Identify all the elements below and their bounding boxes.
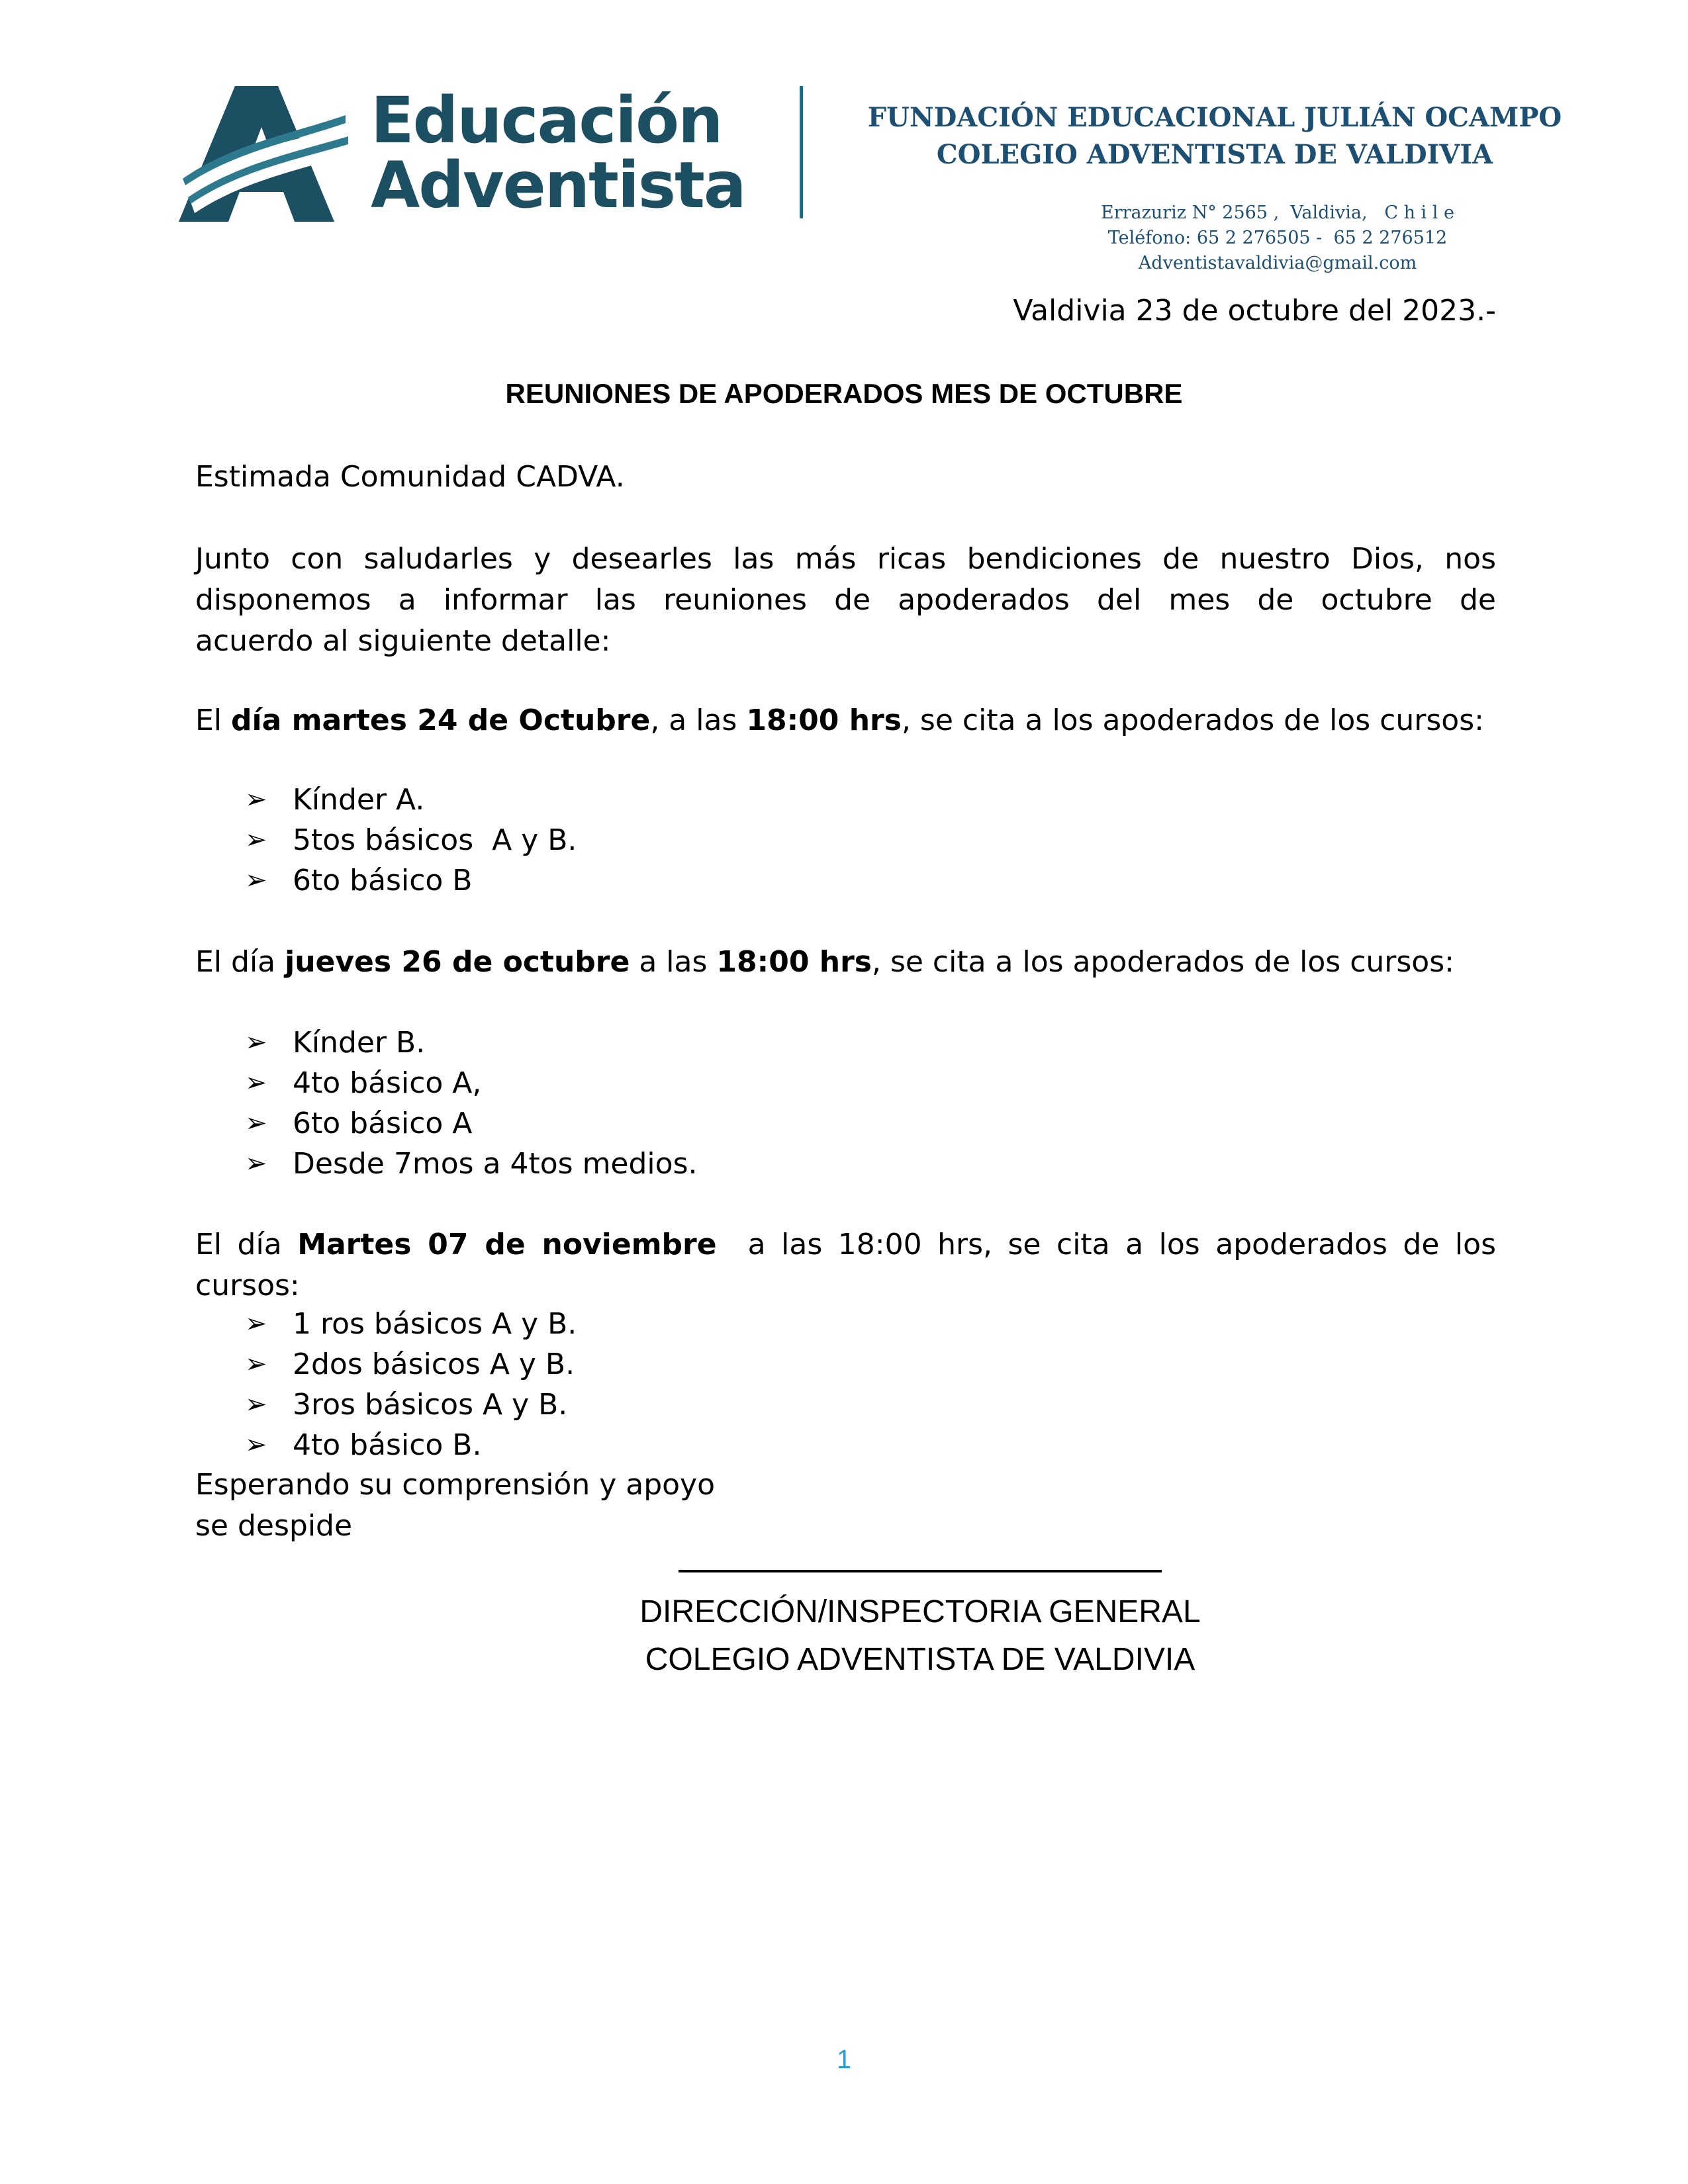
arrow-bullet-icon: ➢	[245, 784, 267, 815]
meeting-3-prefix: El día	[195, 1228, 298, 1261]
list-item: ➢ 1 ros básicos A y B.	[245, 1304, 577, 1344]
greeting: Estimada Comunidad CADVA.	[195, 460, 625, 494]
letter-date: Valdivia 23 de octubre del 2023.-	[1013, 294, 1496, 328]
meeting-1-time: 18:00 hrs	[746, 704, 902, 737]
meeting-3-line-2: cursos:	[195, 1269, 300, 1302]
meeting-1-text	[195, 700, 1496, 741]
adventista-a-logo-icon	[179, 86, 351, 225]
meeting-3-day: Martes 07 de noviembre	[297, 1228, 717, 1261]
educacion-adventista-logo	[179, 83, 774, 225]
signature-block	[596, 1588, 1244, 1684]
header-divider	[800, 86, 803, 218]
intro-line-2: disponemos a informar las reuniones de apoderados del mes de octubre de	[195, 583, 1496, 617]
list-item: ➢ 2dos básicos A y B.	[245, 1344, 577, 1385]
meeting-2-text	[195, 942, 1496, 983]
signature-line-2: COLEGIO ADVENTISTA DE VALDIVIA	[645, 1642, 1196, 1677]
arrow-bullet-icon: ➢	[245, 1108, 267, 1138]
logo-line-1: Educación	[371, 83, 722, 158]
list-item: ➢ 6to básico A	[245, 1103, 698, 1144]
meeting-1-suffix: , se cita a los apoderados de los cursos:	[901, 704, 1484, 737]
arrow-bullet-icon: ➢	[245, 1308, 267, 1339]
meeting-2-courses	[245, 1023, 698, 1184]
arrow-bullet-icon: ➢	[245, 825, 267, 855]
intro-paragraph	[195, 539, 1496, 662]
signature-line-1: DIRECCIÓN/INSPECTORIA GENERAL	[639, 1594, 1201, 1629]
list-item: ➢ 6to básico B	[245, 860, 577, 901]
intro-line-1: Junto con saludarles y desearles las más ricas bendiciones de nuestro Dios, nos	[195, 542, 1496, 576]
meeting-1-courses	[245, 780, 577, 901]
phone: Teléfono: 65 2 276505 - 65 2 276512	[1107, 228, 1448, 248]
meeting-2-day: jueves 26 de octubre	[285, 945, 630, 979]
contact-info	[953, 201, 1602, 276]
closing-line-1: Esperando su comprensión y apoyo	[195, 1468, 716, 1502]
meeting-2-prefix: El día	[195, 945, 285, 979]
email: Adventistavaldivia@gmail.com	[1138, 253, 1417, 273]
closing	[195, 1465, 1496, 1547]
meeting-2-time: 18:00 hrs	[716, 945, 872, 979]
letter-title: REUNIONES DE APODERADOS MES DE OCTUBRE	[505, 378, 1183, 409]
closing-line-2: se despide	[195, 1509, 353, 1543]
logo-line-2: Adventista	[371, 148, 745, 222]
page-number: 1	[836, 2045, 852, 2074]
arrow-bullet-icon: ➢	[245, 1027, 267, 1058]
institution-line-1: FUNDACIÓN EDUCACIONAL JULIÁN OCAMPO	[867, 102, 1562, 133]
list-item: ➢ 3ros básicos A y B.	[245, 1385, 577, 1425]
list-item: ➢ 5tos básicos A y B.	[245, 820, 577, 860]
meeting-1-mid: , a las	[650, 704, 747, 737]
institution-name	[854, 99, 1575, 173]
meeting-3-suffix: a las 18:00 hrs, se cita a los apoderados de los	[716, 1228, 1496, 1261]
list-item: ➢ Desde 7mos a 4tos medios.	[245, 1144, 698, 1184]
arrow-bullet-icon: ➢	[245, 1349, 267, 1379]
arrow-bullet-icon: ➢	[245, 1068, 267, 1098]
address: Errazuriz N° 2565 , Valdivia, C h i l e	[1101, 203, 1454, 223]
list-item: ➢ Kínder B.	[245, 1023, 698, 1063]
arrow-bullet-icon: ➢	[245, 1430, 267, 1460]
list-item: ➢ 4to básico B.	[245, 1425, 577, 1465]
intro-line-3: acuerdo al siguiente detalle:	[195, 624, 611, 658]
arrow-bullet-icon: ➢	[245, 1389, 267, 1420]
list-item: ➢ 4to básico A,	[245, 1063, 698, 1103]
meeting-1-day: día martes 24 de Octubre	[231, 704, 651, 737]
meeting-2-suffix: , se cita a los apoderados de los cursos:	[871, 945, 1454, 979]
signature-line	[679, 1570, 1162, 1572]
meeting-3-line-1	[195, 1224, 1496, 1265]
meeting-3-text	[195, 1224, 1496, 1306]
arrow-bullet-icon: ➢	[245, 865, 267, 895]
meeting-1-prefix: El	[195, 704, 232, 737]
meeting-2-mid: a las	[630, 945, 717, 979]
arrow-bullet-icon: ➢	[245, 1148, 267, 1179]
institution-line-2: COLEGIO ADVENTISTA DE VALDIVIA	[936, 139, 1493, 170]
list-item: ➢ Kínder A.	[245, 780, 577, 820]
meeting-3-courses	[245, 1304, 577, 1465]
